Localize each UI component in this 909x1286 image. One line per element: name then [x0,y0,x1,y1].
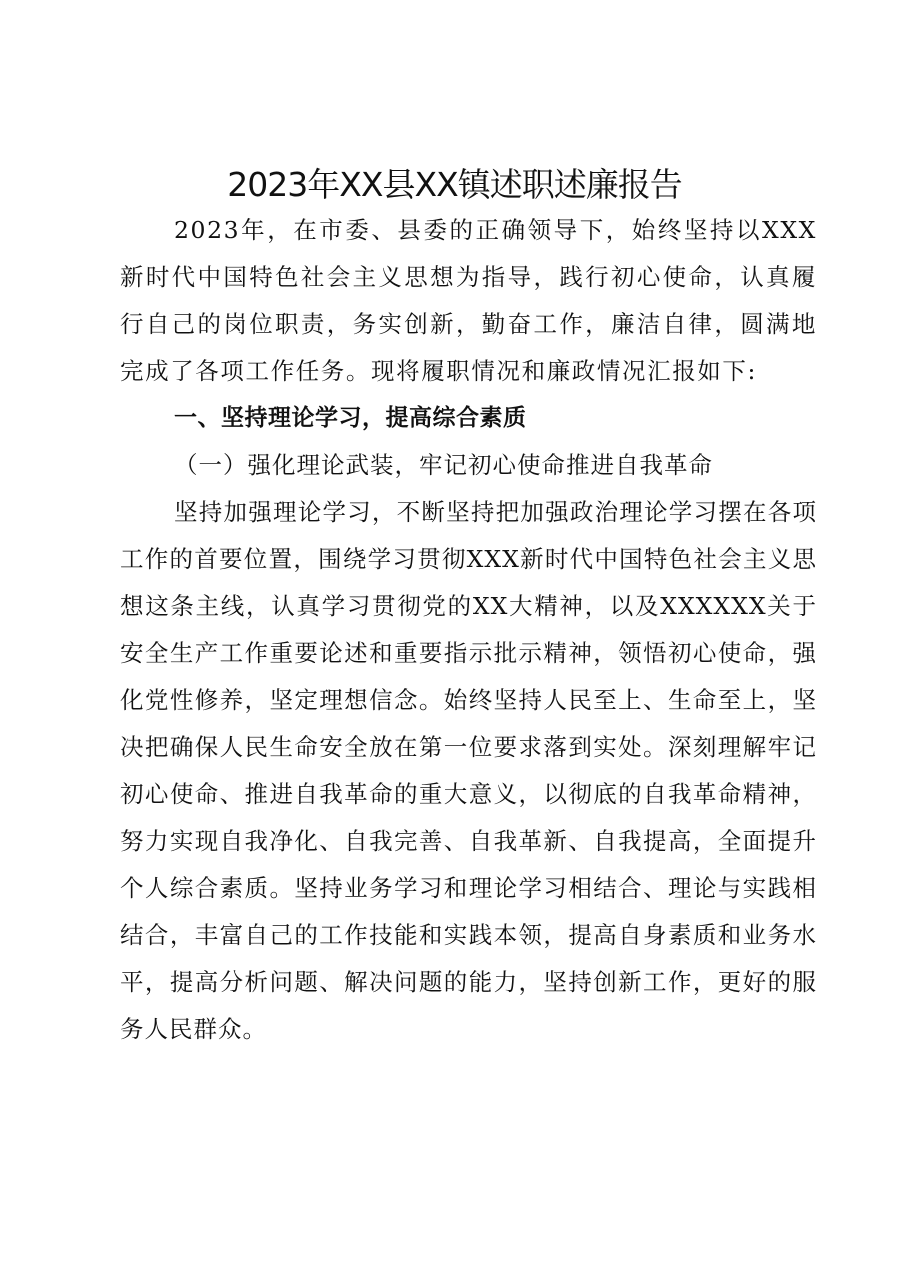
body-paragraph: 坚持加强理论学习，不断坚持把加强政治理论学习摆在各项工作的首要位置，围绕学习贯彻XXX新时代中国特色社会主义思想这条主线，认真学习贯彻党的XX大精神，以及XXXXXX关于安全生产工作重要论述和重要指示批示精神，领悟初心使命，强化党性修养，坚定理想信念。始终坚持人民至上、生命至上，坚决把确保人民生命安全放在第一位要求落到实处。深刻理解牢记初心使命、推进自我革命的重大意义，以彻底的自我革命精神，努力实现自我净化、自我完善、自我革新、自我提高，全面提升个人综合素质。坚持业务学习和理论学习相结合、理论与实践相结合，丰富自己的工作技能和实践本领，提高自身素质和业务水平，提高分析问题、解决问题的能力，坚持创新工作，更好的服务人民群众。 [120,498,817,1043]
intro-paragraph: 2023年，在市委、县委的正确领导下，始终坚持以XXX新时代中国特色社会主义思想为指导，践行初心使命，认真履行自己的岗位职责，务实创新，勤奋工作，廉洁自律，圆满地完成了各项工作任务。现将履职情况和廉政情况汇报如下: [120,216,817,385]
document-body [120,207,817,1053]
subsection-heading-1: （一）强化理论武装，牢记初心使命推进自我革命 [174,451,713,479]
document-title: 2023年XX县XX镇述职述廉报告 [227,165,682,204]
section-heading-1: 一、坚持理论学习，提高综合素质 [174,405,527,431]
